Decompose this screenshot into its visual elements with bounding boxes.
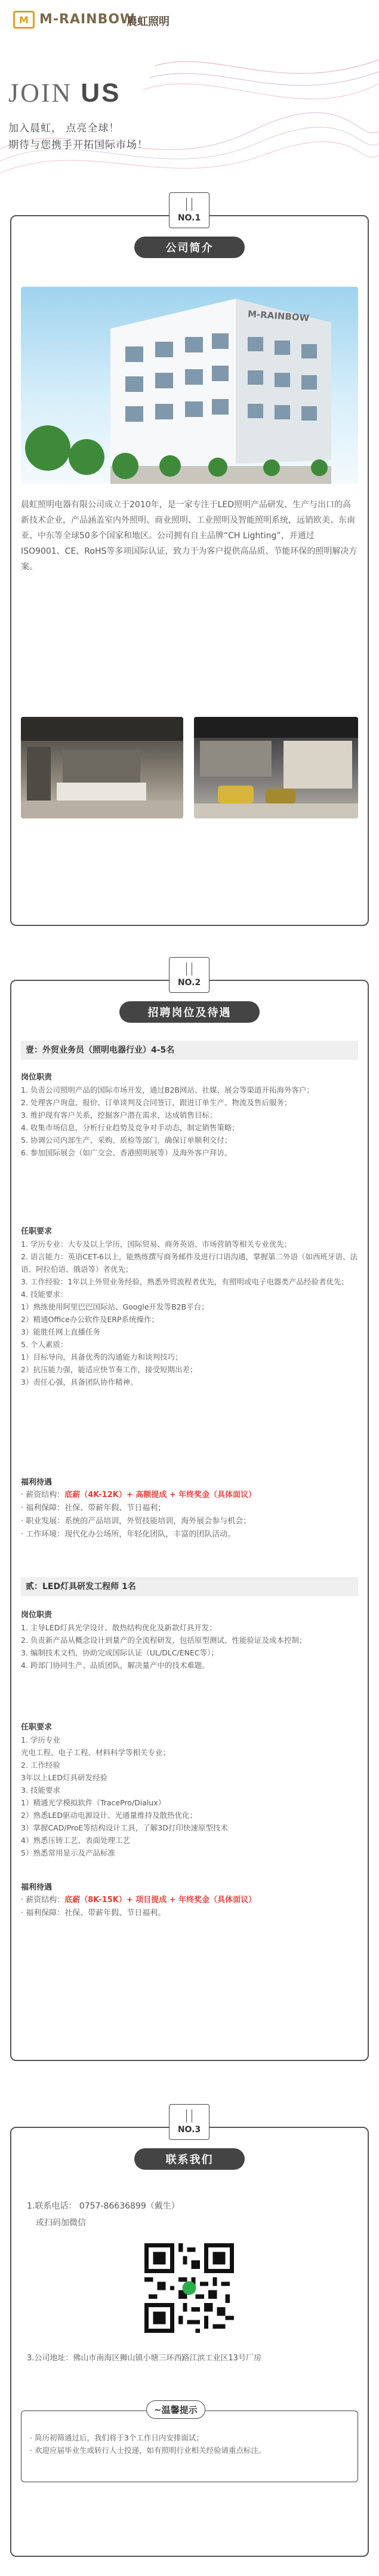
tips-label: ~温馨提示 bbox=[146, 2400, 205, 2419]
section-number-tag: NO.1 bbox=[169, 192, 209, 228]
list-item: 2）抗压能力强，能适应快节奏工作，接受短期出差； bbox=[21, 1365, 198, 1374]
list-item: 2. 语言能力：英语CET-6以上，能熟练撰写商务邮件及进行口语沟通，掌握第二外语（如西班牙语、法语、阿拉伯语、俄语等）者优先； bbox=[21, 1252, 358, 1274]
job2-duty-list bbox=[21, 1621, 358, 1672]
job1-req-heading: 任职要求 bbox=[21, 1227, 53, 1236]
list-item: 3）能胜任网上直播任务 bbox=[21, 1327, 100, 1336]
list-item: 2. 处理客户询盘、报价、订单谈判及合同签订，跟进订单生产、物流及售后服务； bbox=[21, 1098, 292, 1107]
brand-logo-icon: M bbox=[13, 11, 35, 29]
job1-benefits bbox=[21, 1489, 358, 1541]
salary-row: · 薪资结构：底薪（8K-15K）+ 项目提成 + 年终奖金（具体面议） bbox=[21, 1896, 257, 1905]
section-title-company-intro: 公司简介 bbox=[134, 237, 245, 258]
list-item: 光电工程、电子工程、材料科学等相关专业； bbox=[21, 1748, 171, 1757]
section-title-recruitment: 招聘岗位及待遇 bbox=[119, 1001, 260, 1023]
salary-value: 底薪（8K-15K）+ 项目提成 + 年终奖金（具体面议） bbox=[64, 1896, 257, 1905]
list-item: 3）责任心强，具备团队协作精神。 bbox=[21, 1378, 138, 1387]
wechat-qr-code[interactable] bbox=[144, 2243, 234, 2333]
list-item: 3）掌握CAD/ProE等结构设计工具，了解3D打印快速原型技术 bbox=[21, 1823, 228, 1832]
list-item: 5. 个人素质： bbox=[21, 1340, 68, 1349]
salary-row: · 薪资结构：底薪（4K-12K）+ 高额提成 + 年终奖金（具体面议） bbox=[21, 1491, 257, 1499]
wechat-scan-hint: 或扫码加微信 bbox=[36, 2218, 86, 2228]
contact-card bbox=[10, 2127, 369, 2557]
company-address: 3.公司地址：佛山市南海区狮山镇小塘三环西路江滨工业区13号厂房 bbox=[27, 2354, 261, 2363]
office-lounge-photo bbox=[194, 717, 358, 818]
list-item: 1）熟练使用阿里巴巴国际站、Google开发等B2B平台； bbox=[21, 1302, 209, 1311]
join-us-title: JOIN US bbox=[8, 78, 121, 108]
subtitle-line-1: 加入晨虹， 点亮全球！ bbox=[8, 122, 120, 134]
list-item: 5. 协调公司内部生产、采购、质检等部门，确保订单顺利交付； bbox=[21, 1136, 232, 1145]
list-item: 2. 负责新产品从概念设计到量产的全流程研发，包括原型测试、性能验证及成本控制； bbox=[21, 1636, 307, 1645]
brand-name-en: M-RAINBOW bbox=[39, 12, 135, 27]
list-item: 4）熟悉压铸工艺、表面处理工艺 bbox=[21, 1836, 130, 1845]
list-item: 4. 收集市场信息，分析行业趋势及竞争对手动态，制定销售策略； bbox=[21, 1123, 239, 1132]
job2-benefit-heading: 福利待遇 bbox=[21, 1883, 53, 1892]
company-building-photo bbox=[21, 287, 358, 484]
section-number-tag: NO.2 bbox=[169, 957, 209, 993]
job1-req-list bbox=[21, 1238, 358, 1388]
job2-duty-heading: 岗位职责 bbox=[21, 1611, 53, 1620]
header-wave-decoration bbox=[0, 42, 379, 179]
list-item: · 欢迎应届毕业生或转行人士投递，如有照明行业相关经验请重点标注。 bbox=[30, 2446, 266, 2455]
section-number-tag: NO.3 bbox=[169, 2104, 209, 2140]
list-item: 3. 技能要求 bbox=[21, 1786, 60, 1795]
list-item: 1）精通光学模拟软件（TracePro/Dialux） bbox=[21, 1798, 166, 1807]
job1-title-bar: 壹：外贸业务员（照明电器行业）4-5名 bbox=[21, 1041, 358, 1060]
list-item: 3年以上LED灯具研发经验 bbox=[21, 1773, 107, 1782]
job1-duty-list bbox=[21, 1084, 358, 1159]
brand-name-cn: 晨虹照明 bbox=[127, 16, 170, 28]
building-sign: M-RAINBOW bbox=[247, 308, 310, 324]
subtitle-line-2: 期待与您携手开拓国际市场！ bbox=[8, 139, 148, 151]
list-item: 2. 工作经验 bbox=[21, 1761, 60, 1770]
list-item: 2）精通Office办公软件及ERP系统操作； bbox=[21, 1315, 159, 1324]
list-item: · 福利保障：社保、带薪年假、节日福利； bbox=[21, 1504, 166, 1513]
list-item: 1. 主导LED灯具光学设计、散热结构优化及新款灯具开发； bbox=[21, 1623, 217, 1632]
salary-value: 底薪（4K-12K）+ 高额提成 + 年终奖金（具体面议） bbox=[64, 1491, 257, 1499]
tips-list bbox=[30, 2431, 352, 2457]
job2-req-heading: 任职要求 bbox=[21, 1723, 53, 1732]
list-item: 3. 维护现有客户关系，挖掘客户潜在需求，达成销售目标； bbox=[21, 1111, 217, 1120]
list-item: · 福利保障：社保、带薪年假、节日福利。 bbox=[21, 1909, 166, 1918]
list-item: 3. 编制技术文档，协助完成国际认证（UL/DLC/ENEC等）； bbox=[21, 1648, 218, 1657]
job2-req-list bbox=[21, 1734, 358, 1859]
list-item: · 工作环境：现代化办公场所，年轻化团队，丰富的团队活动。 bbox=[21, 1530, 236, 1539]
list-item: 4. 跨部门协同生产、品质团队，解决量产中的技术难题。 bbox=[21, 1661, 209, 1670]
company-intro-text: 晨虹照明电器有限公司成立于2010年，是一家专注于LED照明产品研发、生产与出口的高新技术企业，产品涵盖室内外照明、商业照明、工业照明及智能照明系统，远销欧美、东南亚、中东等全球50多个国家和地区。公司拥有自主品牌“CH Lighting”，并通过ISO9001、CE、RoHS等多项国际认证，致力于为客户提供高品质、节能环保的照明解决方案。 bbox=[21, 500, 358, 572]
office-reception-photo bbox=[21, 717, 183, 818]
list-item: 2）熟悉LED驱动电源设计、光通量维持及散热优化； bbox=[21, 1811, 197, 1820]
list-item: 5）熟悉常用显示及产品标准 bbox=[21, 1848, 115, 1857]
list-item: 6. 参加国际展会（如广交会、香港照明展等）及海外客户拜访。 bbox=[21, 1148, 232, 1157]
list-item: 1）目标导向，具备优秀的沟通能力和谈判技巧； bbox=[21, 1353, 183, 1361]
job2-title-bar: 贰：LED灯具研发工程师 1名 bbox=[21, 1577, 358, 1596]
list-item: 3. 工作经验：1年以上外贸业务经验，熟悉外贸流程者优先，有照明或电子电器类产品经验者优先； bbox=[21, 1277, 349, 1286]
list-item: 1. 学历专业：大专及以上学历，国际贸易、商务英语、市场营销等相关专业优先； bbox=[21, 1240, 292, 1249]
section-title-contact: 联系我们 bbox=[134, 2148, 245, 2170]
list-item: 1. 学历专业 bbox=[21, 1735, 60, 1744]
job1-duty-heading: 岗位职责 bbox=[21, 1073, 53, 1082]
job1-benefit-heading: 福利待遇 bbox=[21, 1478, 53, 1487]
job2-benefits bbox=[21, 1894, 358, 1920]
contact-phone: 1.联系电话： 0757-86636899（戴生） bbox=[27, 2201, 180, 2211]
list-item: · 职业发展：系统的产品培训，外贸技能培训，海外展会参与机会； bbox=[21, 1517, 251, 1526]
list-item: 1. 负责公司照明产品的国际市场开发，通过B2B网站、社媒、展会等渠道开拓海外客户； bbox=[21, 1085, 315, 1094]
list-item: · 简历初筛通过后，我们将于3个工作日内安排面试； bbox=[30, 2433, 204, 2442]
list-item: 4. 技能要求： bbox=[21, 1290, 68, 1299]
